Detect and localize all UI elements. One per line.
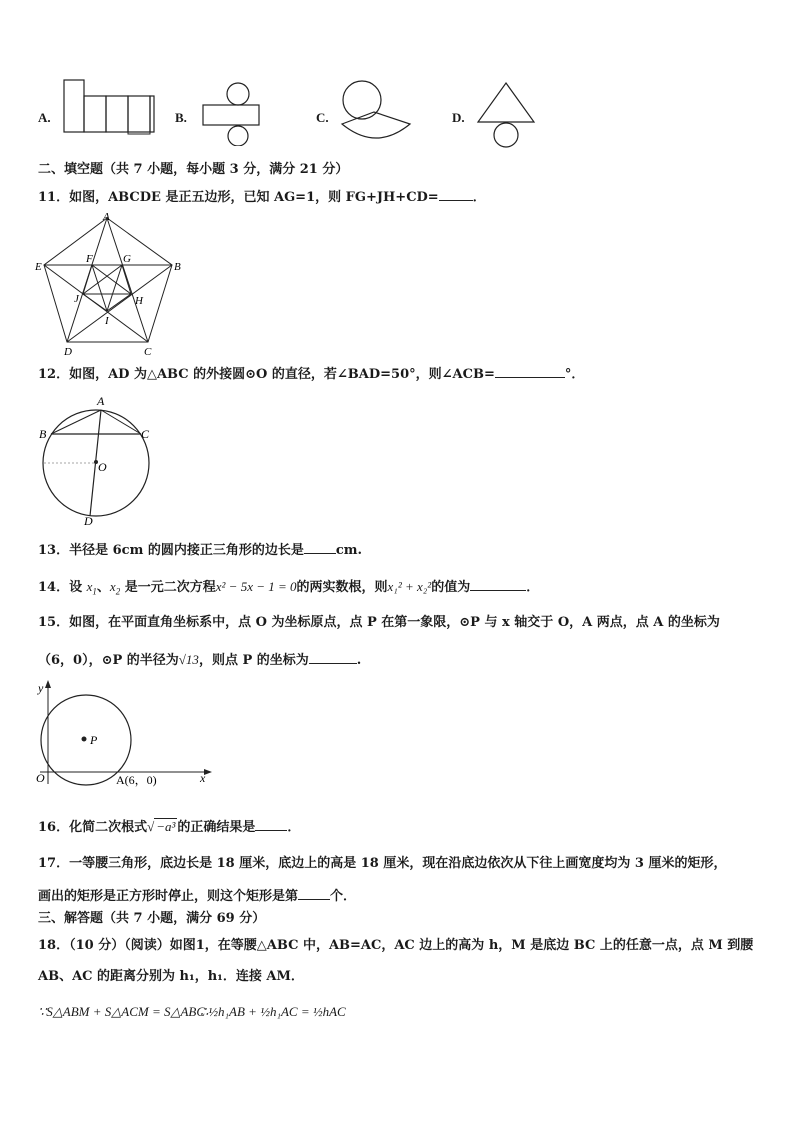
answer-blank [298, 887, 330, 900]
circle-figure [34, 392, 158, 528]
question-16-post: 的正确结果是 [177, 820, 256, 835]
option-d-label: D. [452, 110, 465, 125]
label-e: E [35, 261, 42, 273]
variable-x2: $x_2$ [109, 579, 121, 597]
label-d: D [84, 514, 93, 528]
label-b: B [39, 427, 47, 441]
label-p: P [90, 733, 98, 747]
label-c: C [141, 427, 150, 441]
label-y: y [38, 681, 44, 695]
option-a-figure [62, 78, 158, 136]
radical-expression: √ −a³ [147, 819, 176, 834]
label-o: O [98, 460, 107, 474]
answer-blank [470, 578, 526, 591]
option-a-label: A. [38, 110, 51, 125]
pentagon-figure [34, 210, 190, 358]
label-j: J [74, 293, 79, 305]
label-f: F [86, 253, 93, 265]
label-c: C [144, 346, 152, 358]
answer-blank [255, 818, 287, 831]
label-a: A [103, 211, 110, 223]
question-15-line-1: 15．如图，在平面直角坐标系中，点 O 为坐标原点，点 P 在第一象限，⊙P 与 x 轴交于 O，A 两点，点 A 的坐标为 [38, 615, 720, 630]
coordinate-figure [34, 680, 214, 790]
question-14-pre: 14．设 [38, 580, 83, 595]
question-14: 14．设 $x_1$、$x_2$ 是一元二次方程x² − 5x − 1 = 0的两实数根，则x₁² + x₂²的值为 ． [38, 579, 540, 597]
section-2-title: 二、填空题（共 7 小题，每小题 3 分，满分 21 分） [38, 162, 349, 177]
section-3-title: 三、解答题（共 7 小题，满分 69 分） [38, 911, 266, 926]
question-13 [38, 541, 362, 559]
question-11 [38, 188, 486, 206]
question-11-text: 11．如图，ABCDE 是正五边形，已知 AG=1，则 FG+JH+CD= [38, 190, 439, 205]
answer-blank [439, 188, 473, 201]
question-14-mid: 是一元二次方程 [124, 580, 216, 595]
answer-blank [304, 541, 336, 554]
question-14-post2: 的值为 [431, 580, 471, 595]
expression: x₁² + x₂² [387, 579, 432, 594]
question-12 [38, 365, 584, 383]
radius-value: √13 [178, 652, 199, 667]
formula-area-sum: ∵S△ABM + S△ACM = S△ABC [38, 1004, 206, 1019]
question-13-text: 13．半径是 6cm 的圆内接正三角形的边长是 [38, 543, 304, 558]
question-15-post: ，则点 P 的坐标为 [198, 653, 309, 668]
label-a: A(6，0) [116, 773, 157, 787]
label-o: O [36, 771, 45, 785]
option-b-figure [200, 80, 262, 146]
question-18-line-2: AB、AC 的距离分别为 h₁，h₁．连接 AM． [38, 969, 304, 984]
equation: x² − 5x − 1 = 0 [215, 579, 297, 594]
question-15-end: . [356, 653, 362, 668]
answer-blank [309, 651, 357, 664]
label-g: G [123, 253, 131, 265]
variable-x1: $x_1$ [86, 579, 97, 597]
question-14-post: 的两实数根，则 [296, 580, 388, 595]
option-b-label: B. [175, 110, 187, 125]
question-12-end: °． [564, 367, 585, 382]
question-14-end: ． [526, 580, 540, 595]
label-d: D [64, 346, 72, 358]
question-15-pre: （6，0），⊙P 的半径为 [38, 653, 179, 668]
label-x: x [200, 771, 206, 785]
question-13-end: cm. [335, 543, 363, 558]
question-18-line-1: 18．（10 分）（阅读）如图1，在等腰△ABC 中，AB=AC，AC 边上的高为 h，M 是底边 BC 上的任意一点，点 M 到腰 [38, 938, 754, 953]
label-h: H [135, 295, 143, 307]
question-16 [38, 818, 300, 836]
option-c-label: C. [316, 110, 329, 125]
question-16-end: ． [287, 820, 301, 835]
label-i: I [105, 315, 109, 327]
question-17-end: 个． [330, 889, 357, 904]
question-12-text: 12．如图，AD 为△ABC 的外接圆⊙O 的直径，若∠BAD=50°，则∠ACB= [38, 367, 495, 382]
answer-blank [495, 365, 565, 378]
formula-conclusion: ∴½h₁AB + ½h₁AC = ½hAC [200, 1004, 346, 1019]
question-11-end: ． [472, 190, 486, 205]
label-a: A [97, 394, 105, 408]
question-15-line-2 [38, 651, 361, 669]
question-17-line-1: 17．一等腰三角形，底边长是 18 厘米，底边上的高是 18 厘米，现在沿底边依次从下往上画宽度均为 3 厘米的矩形， [38, 856, 727, 871]
question-17-line-2 [38, 887, 356, 905]
question-16-pre: 16．化简二次根式 [38, 820, 148, 835]
label-b: B [174, 261, 181, 273]
option-d-figure [476, 80, 538, 150]
option-c-figure [338, 78, 414, 144]
question-17-text: 画出的矩形是正方形时停止，则这个矩形是第 [38, 889, 299, 904]
